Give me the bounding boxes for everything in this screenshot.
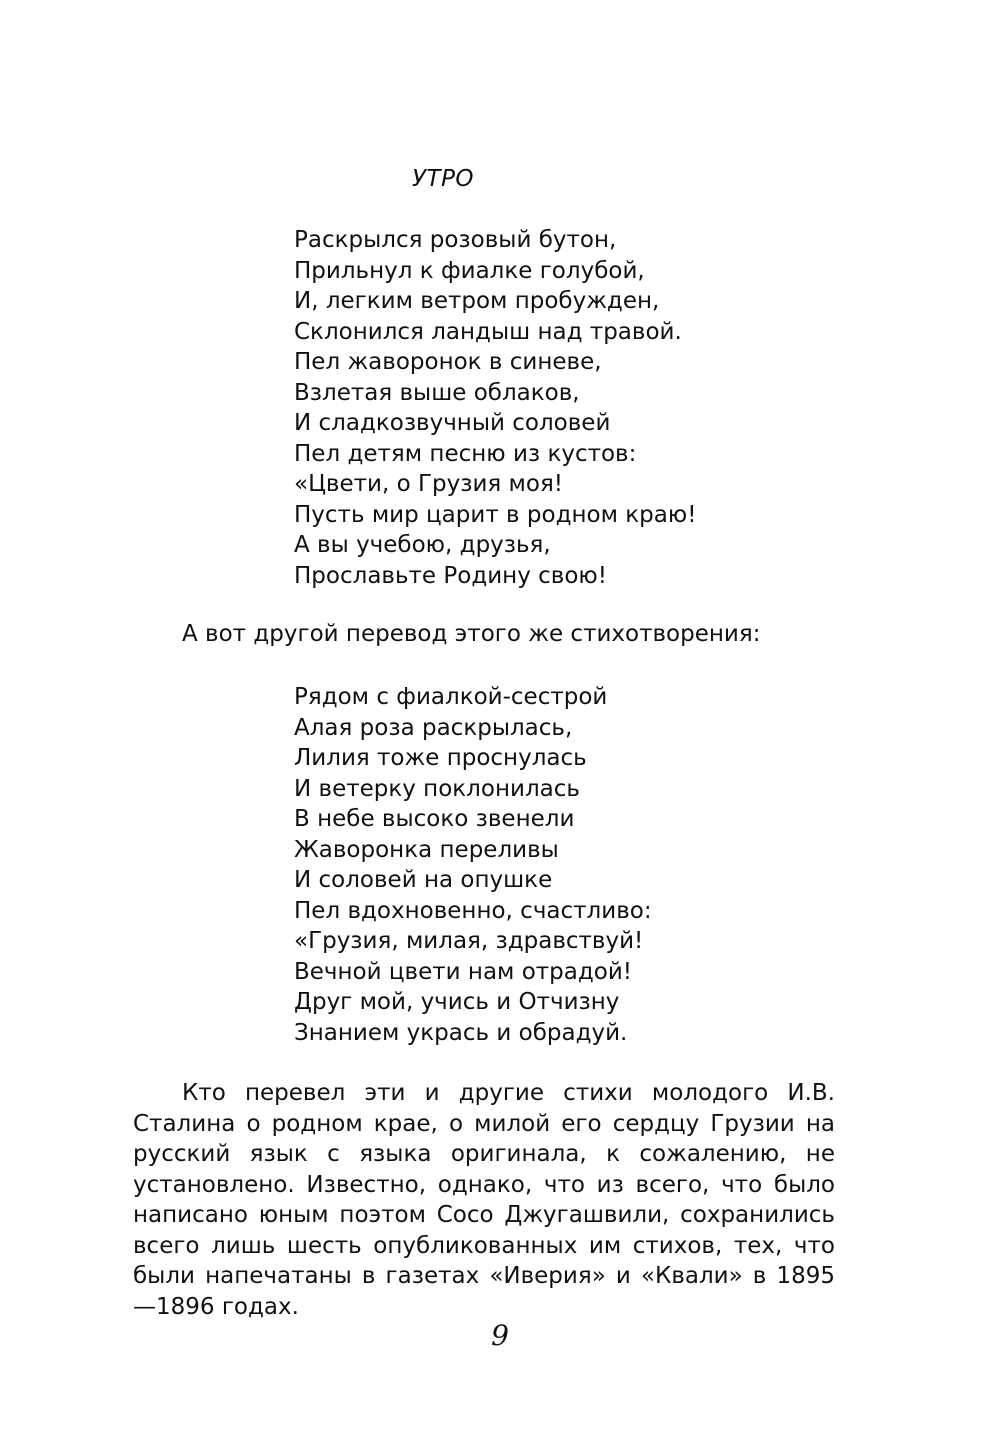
poem-line: Пел вдохновенно, счастливо:: [294, 897, 652, 924]
poem-line: И сладкозвучный соловей: [294, 410, 611, 436]
page-number: 9: [491, 1319, 509, 1352]
poem-one: [294, 225, 696, 591]
poem-line: Жаворонка переливы: [294, 836, 559, 863]
poem-line: Друг мой, учись и Отчизну: [294, 989, 620, 1015]
poem-line: Алая роза раскрылась,: [294, 714, 573, 741]
poem-line: Раскрылся розовый бутон,: [294, 227, 617, 253]
poem-line: Пел жаворонок в синеве,: [294, 349, 602, 375]
poem-line: Прославьте Родину свою!: [294, 562, 607, 589]
poem-title: УТРО: [412, 166, 475, 192]
poem-line: И ветерку поклонилась: [294, 775, 580, 802]
poem-line: И, легким ветром пробужден,: [294, 288, 660, 314]
closing-paragraph: Кто перевел эти и другие стихи молодого И.В. Сталина о родном крае, о милой его сердцу Грузии на русский язык с языка оригинала, к сожалению, не установлено. Известно, однако, что из всего, что было написано юным поэтом Сосо Джугашвили, сохранились всего лишь шесть опубликованных им стихов, тех, что были напечатаны в газетах «Иверия» и «Квали» в 1895—1896 годах.: [133, 1080, 835, 1320]
poem-line: Рядом с фиалкой-сестрой: [294, 684, 608, 710]
poem-line: И соловей на опушке: [294, 867, 553, 893]
poem-line: «Цвети, о Грузия моя!: [294, 471, 564, 497]
poem-line: Вечной цвети нам отрадой!: [294, 958, 633, 985]
poem-line: В небе высоко звенели: [294, 806, 575, 832]
poem-line: «Грузия, милая, здравствуй!: [294, 928, 644, 954]
poem-line: А вы учебою, друзья,: [294, 532, 551, 558]
poem-line: Лилия тоже проснулась: [294, 745, 587, 771]
poem-line: Склонился ландыш над травой.: [294, 318, 682, 345]
poem-line: Пусть мир царит в родном краю!: [294, 501, 697, 528]
poem-two: [294, 682, 652, 1048]
poem-line: Прильнул к фиалке голубой,: [294, 257, 645, 284]
poem-line: Знанием укрась и обрадуй.: [294, 1019, 628, 1046]
poem-line: Взлетая выше облаков,: [294, 379, 580, 406]
intro-sentence: А вот другой перевод этого же стихотворения:: [182, 621, 761, 647]
poem-line: Пел детям песню из кустов:: [294, 440, 637, 467]
